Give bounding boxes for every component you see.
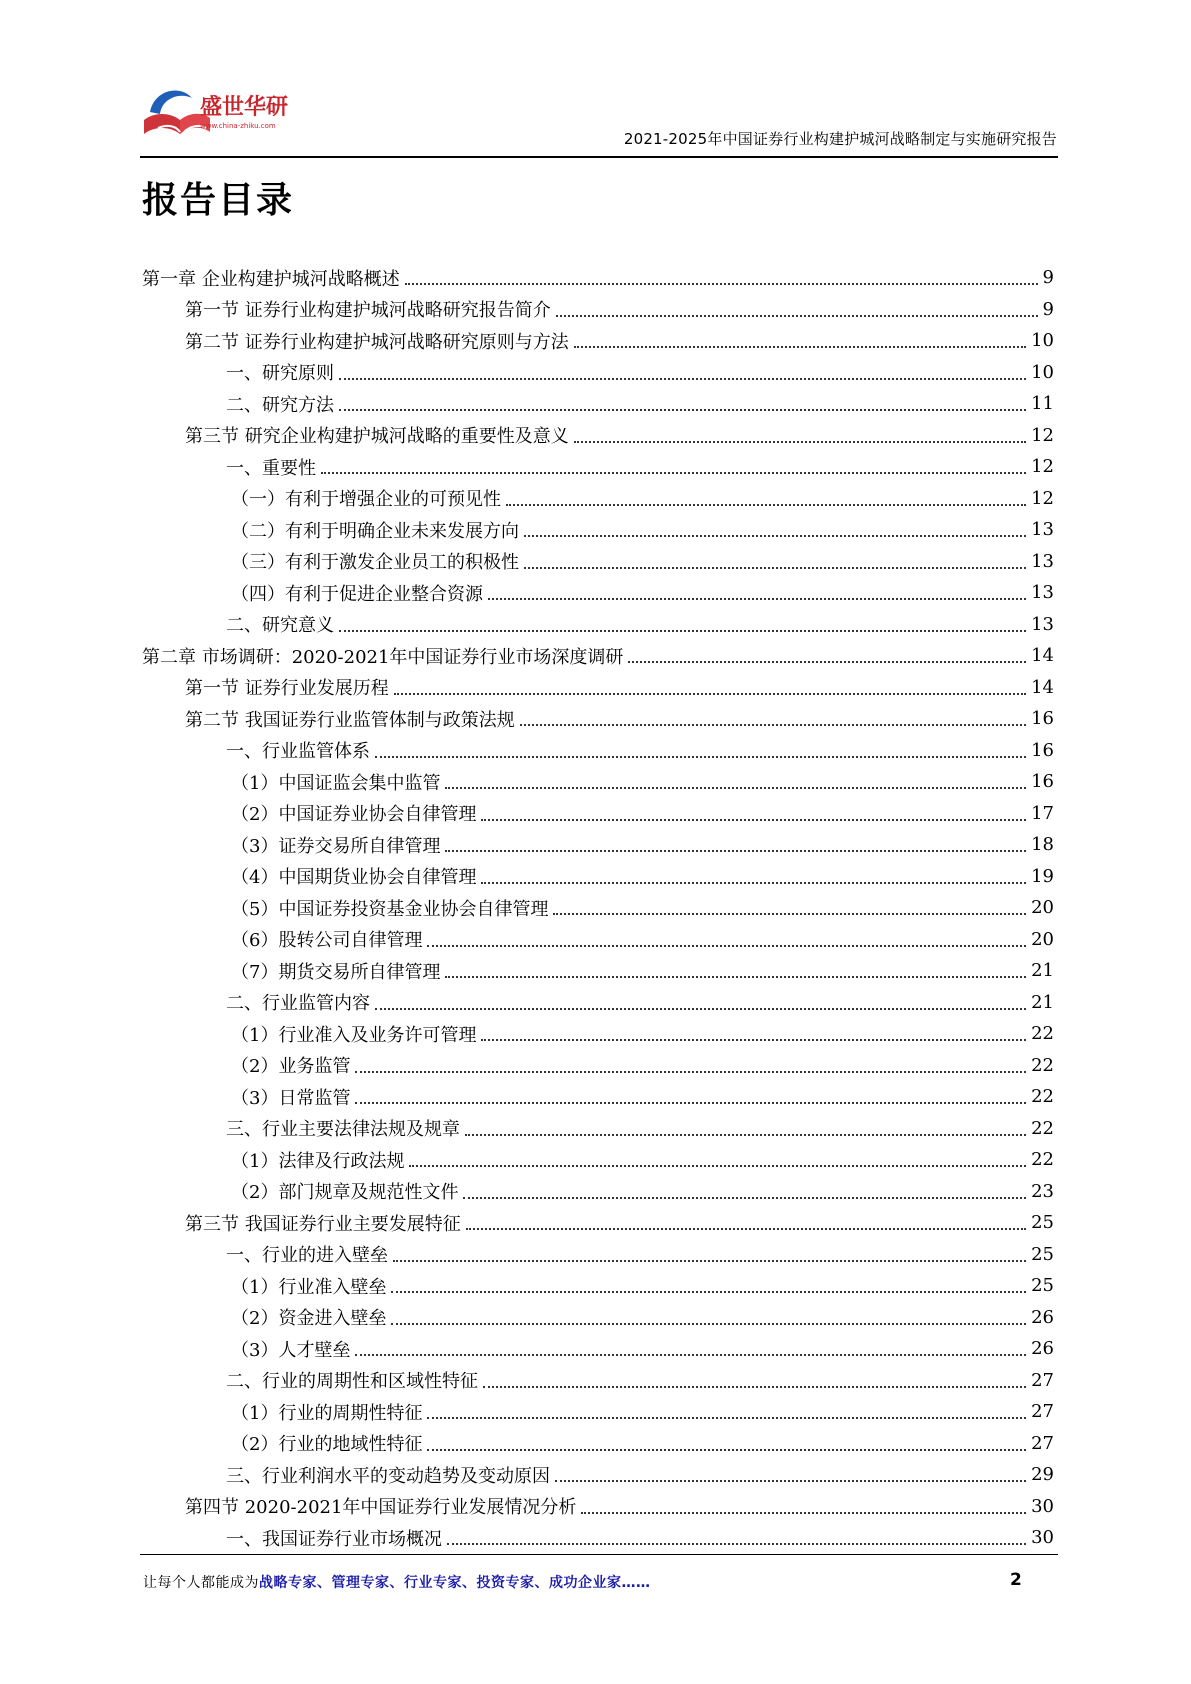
toc-entry-title: 一、重要性	[226, 454, 318, 480]
page-header	[0, 0, 1191, 160]
toc-entry-title: 二、行业的周期性和区域性特征	[226, 1367, 480, 1393]
toc-dot-leader	[405, 282, 1038, 285]
toc-entry-page: 12	[1031, 456, 1054, 478]
toc-entry-page: 14	[1031, 645, 1054, 667]
toc-entry[interactable]	[142, 735, 1054, 767]
toc-entry-page: 17	[1031, 802, 1054, 824]
toc-entry-title: 一、研究原则	[226, 359, 336, 385]
toc-dot-leader	[556, 314, 1038, 317]
toc-entry[interactable]	[142, 451, 1054, 483]
toc-entry[interactable]	[142, 1428, 1054, 1460]
toc-entry-title: （7）期货交易所自律管理	[231, 958, 442, 984]
toc-entry-page: 12	[1031, 487, 1054, 509]
toc-dot-leader	[463, 1196, 1026, 1199]
toc-dot-leader	[339, 629, 1026, 632]
toc-entry-page: 26	[1031, 1306, 1054, 1328]
toc-entry-title: 三、行业利润水平的变动趋势及变动原因	[226, 1462, 552, 1488]
toc-entry-page: 22	[1031, 1023, 1054, 1045]
toc-entry[interactable]	[142, 1333, 1054, 1365]
toc-entry[interactable]	[142, 766, 1054, 798]
toc-entry[interactable]	[142, 546, 1054, 578]
toc-entry-page: 25	[1031, 1275, 1054, 1297]
toc-entry[interactable]	[142, 798, 1054, 830]
toc-entry-page: 22	[1031, 1086, 1054, 1108]
logo-graphic	[140, 82, 340, 152]
toc-entry[interactable]	[142, 388, 1054, 420]
toc-dot-leader	[481, 1038, 1026, 1041]
toc-entry-title: （1）中国证监会集中监管	[231, 769, 442, 795]
toc-entry-title: （三）有利于激发企业员工的积极性	[231, 548, 521, 574]
toc-entry-page: 27	[1031, 1432, 1054, 1454]
toc-entry[interactable]	[142, 640, 1054, 672]
toc-entry-title: 第一节 证券行业发展历程	[185, 674, 391, 700]
toc-dot-leader	[393, 1259, 1026, 1262]
toc-entry-page: 26	[1031, 1338, 1054, 1360]
toc-entry-page: 27	[1031, 1401, 1054, 1423]
toc-entry-title: （1）行业的周期性特征	[231, 1399, 424, 1425]
company-logo	[140, 82, 340, 152]
toc-dot-leader	[574, 440, 1026, 443]
toc-entry[interactable]	[142, 1081, 1054, 1113]
toc-entry-page: 16	[1031, 739, 1054, 761]
page-number: 2	[1010, 1570, 1022, 1590]
toc-entry-title: 二、行业监管内容	[226, 989, 372, 1015]
toc-entry-page: 30	[1031, 1495, 1054, 1517]
toc-dot-leader	[355, 1101, 1026, 1104]
toc-entry-title: （1）法律及行政法规	[231, 1147, 406, 1173]
toc-entry-page: 22	[1031, 1117, 1054, 1139]
toc-entry-page: 11	[1031, 393, 1054, 415]
toc-entry-page: 10	[1031, 361, 1054, 383]
toc-entry[interactable]	[142, 1396, 1054, 1428]
toc-entry[interactable]	[142, 1459, 1054, 1491]
footer-slogan-prefix: 让每个人都能成为	[143, 1575, 259, 1591]
toc-dot-leader	[394, 692, 1026, 695]
toc-dot-leader	[445, 975, 1026, 978]
toc-entry[interactable]	[142, 1270, 1054, 1302]
footer-slogan	[143, 1572, 651, 1592]
toc-entry-title: 第一节 证券行业构建护城河战略研究报告简介	[185, 296, 553, 322]
toc-entry-page: 22	[1031, 1054, 1054, 1076]
toc-entry-title: （6）股转公司自律管理	[231, 926, 424, 952]
svg-text:www.china-zhiku.com: www.china-zhiku.com	[200, 122, 276, 130]
toc-dot-leader	[506, 503, 1026, 506]
footer-divider	[140, 1554, 1058, 1555]
toc-dot-leader	[524, 534, 1026, 537]
toc-entry-page: 16	[1031, 708, 1054, 730]
toc-dot-leader	[375, 755, 1026, 758]
toc-entry-page: 9	[1042, 298, 1054, 320]
toc-dot-leader	[409, 1164, 1026, 1167]
toc-dot-leader	[488, 597, 1026, 600]
toc-dot-leader	[445, 849, 1026, 852]
toc-entry[interactable]	[142, 609, 1054, 641]
toc-entry[interactable]	[142, 483, 1054, 515]
toc-entry-page: 25	[1031, 1243, 1054, 1265]
toc-entry-title: （2）中国证券业协会自律管理	[231, 800, 478, 826]
toc-entry[interactable]	[142, 294, 1054, 326]
toc-entry-page: 21	[1031, 960, 1054, 982]
toc-entry-page: 10	[1031, 330, 1054, 352]
toc-entry[interactable]	[142, 1239, 1054, 1271]
toc-entry-title: 三、行业主要法律法规及规章	[226, 1115, 462, 1141]
report-title: 2021-2025年中国证券行业构建护城河战略制定与实施研究报告	[623, 130, 1057, 148]
toc-dot-leader	[427, 1448, 1026, 1451]
toc-entry-page: 13	[1031, 519, 1054, 541]
toc-entry[interactable]	[142, 262, 1054, 294]
toc-entry-title: （二）有利于明确企业未来发展方向	[231, 517, 521, 543]
toc-dot-leader	[447, 1542, 1026, 1545]
toc-entry-title: （3）日常监管	[231, 1084, 352, 1110]
toc-entry-title: 一、行业监管体系	[226, 737, 372, 763]
toc-entry[interactable]	[142, 1018, 1054, 1050]
toc-entry-title: 第二节 我国证券行业监管体制与政策法规	[185, 706, 517, 732]
toc-entry-page: 14	[1031, 676, 1054, 698]
toc-entry[interactable]	[142, 514, 1054, 546]
table-of-contents	[142, 262, 1054, 1554]
toc-dot-leader	[391, 1322, 1026, 1325]
toc-dot-leader	[555, 1479, 1026, 1482]
toc-entry-title: （4）中国期货业协会自律管理	[231, 863, 478, 889]
toc-entry-title: （3）人才壁垒	[231, 1336, 352, 1362]
toc-entry[interactable]	[142, 420, 1054, 452]
toc-entry-title: （2）行业的地域性特征	[231, 1430, 424, 1456]
toc-entry-title: （一）有利于增强企业的可预见性	[231, 485, 503, 511]
toc-dot-leader	[481, 881, 1026, 884]
toc-entry-page: 20	[1031, 897, 1054, 919]
toc-dot-leader	[465, 1133, 1026, 1136]
toc-dot-leader	[427, 944, 1026, 947]
toc-entry[interactable]	[142, 892, 1054, 924]
toc-entry[interactable]	[142, 357, 1054, 389]
toc-entry-page: 29	[1031, 1464, 1054, 1486]
toc-entry-page: 20	[1031, 928, 1054, 950]
toc-entry[interactable]	[142, 672, 1054, 704]
toc-dot-leader	[355, 1070, 1026, 1073]
toc-dot-leader	[524, 566, 1026, 569]
toc-entry[interactable]	[142, 1302, 1054, 1334]
toc-entry[interactable]	[142, 703, 1054, 735]
toc-entry[interactable]	[142, 1176, 1054, 1208]
toc-entry-title: 第二章 市场调研：2020-2021年中国证券行业市场深度调研	[142, 643, 625, 669]
toc-entry-title: （四）有利于促进企业整合资源	[231, 580, 485, 606]
toc-entry[interactable]	[142, 829, 1054, 861]
toc-entry[interactable]	[142, 1144, 1054, 1176]
page-heading: 报告目录	[142, 180, 295, 221]
toc-entry-title: 一、行业的进入壁垒	[226, 1241, 390, 1267]
toc-entry-title: 第三节 我国证券行业主要发展特征	[185, 1210, 463, 1236]
toc-dot-leader	[445, 786, 1026, 789]
toc-dot-leader	[520, 723, 1026, 726]
toc-entry-title: （2）部门规章及规范性文件	[231, 1178, 460, 1204]
toc-dot-leader	[391, 1290, 1026, 1293]
toc-entry[interactable]	[142, 924, 1054, 956]
toc-entry[interactable]	[142, 987, 1054, 1019]
svg-text:盛世华研: 盛世华研	[200, 95, 289, 120]
toc-entry-page: 22	[1031, 1149, 1054, 1171]
toc-entry[interactable]	[142, 861, 1054, 893]
toc-entry-title: （5）中国证券投资基金业协会自律管理	[231, 895, 550, 921]
toc-entry-title: 一、我国证券行业市场概况	[226, 1525, 444, 1551]
toc-entry-page: 9	[1042, 267, 1054, 289]
toc-dot-leader	[483, 1385, 1026, 1388]
toc-dot-leader	[574, 345, 1026, 348]
toc-entry-page: 16	[1031, 771, 1054, 793]
toc-entry[interactable]	[142, 1050, 1054, 1082]
toc-entry-title: 二、研究意义	[226, 611, 336, 637]
toc-entry-page: 23	[1031, 1180, 1054, 1202]
toc-dot-leader	[339, 408, 1026, 411]
footer-slogan-highlight: 战略专家、管理专家、行业专家、投资专家、成功企业家……	[259, 1575, 651, 1591]
toc-dot-leader	[355, 1353, 1026, 1356]
toc-entry-page: 27	[1031, 1369, 1054, 1391]
toc-dot-leader	[581, 1511, 1026, 1514]
toc-entry-title: 二、研究方法	[226, 391, 336, 417]
toc-dot-leader	[466, 1227, 1026, 1230]
toc-entry-page: 18	[1031, 834, 1054, 856]
toc-entry[interactable]	[142, 1365, 1054, 1397]
toc-entry-page: 19	[1031, 865, 1054, 887]
toc-entry[interactable]	[142, 325, 1054, 357]
toc-entry-title: （1）行业准入壁垒	[231, 1273, 388, 1299]
toc-entry-page: 21	[1031, 991, 1054, 1013]
toc-entry[interactable]	[142, 1207, 1054, 1239]
toc-dot-leader	[321, 471, 1026, 474]
toc-dot-leader	[553, 912, 1026, 915]
toc-entry[interactable]	[142, 1113, 1054, 1145]
toc-dot-leader	[427, 1416, 1026, 1419]
toc-dot-leader	[628, 660, 1026, 663]
toc-entry-title: （2）资金进入壁垒	[231, 1304, 388, 1330]
toc-entry-page: 13	[1031, 613, 1054, 635]
toc-entry-page: 13	[1031, 550, 1054, 572]
toc-dot-leader	[375, 1007, 1026, 1010]
toc-entry[interactable]	[142, 1491, 1054, 1523]
toc-entry[interactable]	[142, 577, 1054, 609]
toc-entry-title: （3）证券交易所自律管理	[231, 832, 442, 858]
toc-entry-title: 第一章 企业构建护城河战略概述	[142, 265, 402, 291]
toc-entry-title: 第二节 证券行业构建护城河战略研究原则与方法	[185, 328, 571, 354]
toc-entry[interactable]	[142, 955, 1054, 987]
toc-entry-title: （1）行业准入及业务许可管理	[231, 1021, 478, 1047]
toc-entry-title: 第四节 2020-2021年中国证券行业发展情况分析	[185, 1493, 578, 1519]
toc-entry-page: 12	[1031, 424, 1054, 446]
toc-entry-page: 13	[1031, 582, 1054, 604]
toc-entry-page: 30	[1031, 1527, 1054, 1549]
toc-entry-title: 第三节 研究企业构建护城河战略的重要性及意义	[185, 422, 571, 448]
toc-entry[interactable]	[142, 1522, 1054, 1554]
toc-dot-leader	[339, 377, 1026, 380]
header-divider	[140, 156, 1058, 158]
toc-dot-leader	[481, 818, 1026, 821]
toc-entry-page: 25	[1031, 1212, 1054, 1234]
toc-entry-title: （2）业务监管	[231, 1052, 352, 1078]
